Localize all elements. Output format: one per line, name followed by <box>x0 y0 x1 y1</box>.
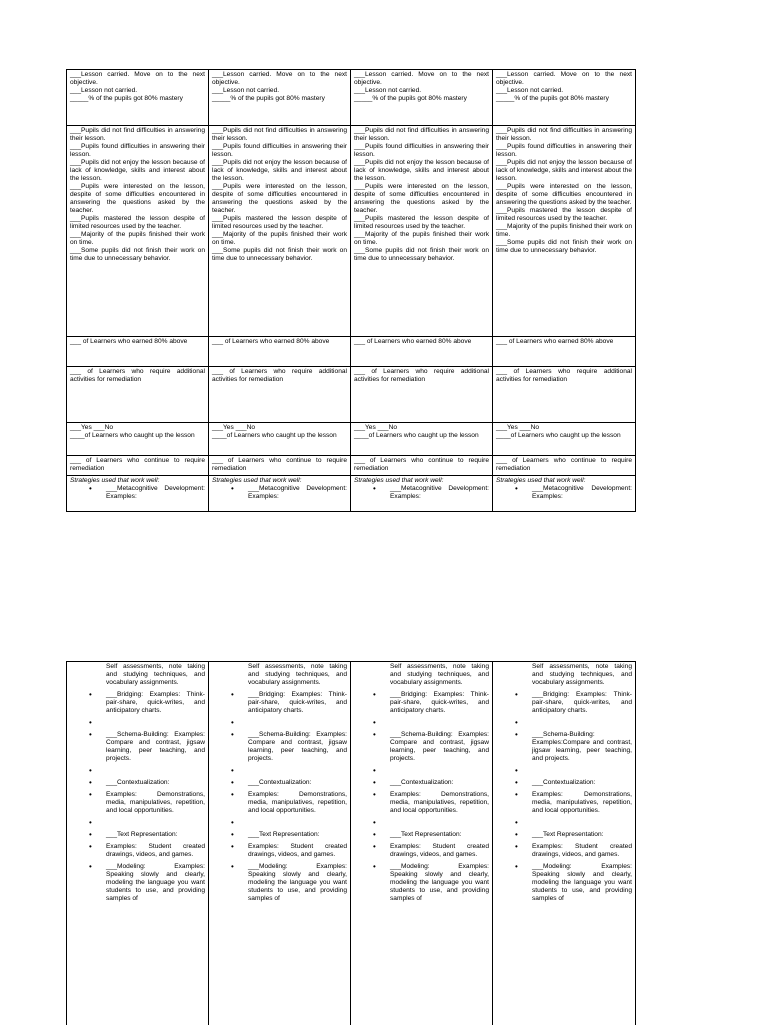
cell-earned: ___ of Learners who earned 80% above <box>493 337 636 367</box>
cell-continue: ___ of Learners who continue to require remediation <box>493 456 636 476</box>
observation: ___Pupils did not find difficulties in answering their lesson. <box>212 127 347 142</box>
metacognitive-examples: Self assessments, note taking and studying techniques, and vocabulary assignments. <box>106 663 205 686</box>
observation: ___Pupils were interested on the lesson, despite of some difficulties encountered in answering the questions asked by the teacher. <box>70 183 205 214</box>
cell-lesson-status <box>67 70 209 126</box>
yes-no: ___Yes ___No <box>70 424 114 431</box>
strategy-list <box>354 691 489 903</box>
observation: ___Pupils found difficulties in answering their lesson. <box>354 143 489 158</box>
cell-caught-up <box>67 423 209 456</box>
row-remediation <box>67 367 636 423</box>
lesson-not-carried: ___Lesson not carried. <box>354 87 422 94</box>
cell-strategies <box>351 476 493 512</box>
observation: ___Pupils were interested on the lesson, despite of some difficulties encountered in answering the questions asked by the teacher. <box>212 183 347 214</box>
cell-remediation: ___ of Learners who require additional activities for remediation <box>209 367 351 423</box>
observation: ___Pupils mastered the lesson despite of limited resources used by the teacher. <box>70 215 205 230</box>
strategy-item: • Examples: Demonstrations, media, manipulatives, repetition, and local opportunities. <box>106 791 205 815</box>
strategy-item: • Examples: Student created drawings, videos, and games. <box>248 843 347 859</box>
row-caught-up <box>67 423 636 456</box>
strategy-item-empty <box>390 719 489 727</box>
mastery-percent: _____% of the pupils got 80% mastery <box>70 95 183 102</box>
observation: ___Some pupils did not finish their work on time due to unnecessary behavior. <box>354 247 489 262</box>
observation: ___Some pupils did not finish their work on time due to unnecessary behavior. <box>212 247 347 262</box>
row-strategies-continued <box>67 662 636 1025</box>
strategy-item-empty <box>390 767 489 775</box>
observation: ___Pupils found difficulties in answering their lesson. <box>212 143 347 158</box>
cell-observations <box>209 126 351 337</box>
strategy-item-empty <box>106 819 205 827</box>
reflection-table-top <box>66 69 636 512</box>
strategy-item: • ___Schema-Building: Examples: Compare and contrast, jigsaw learning, peer teaching, and projects. <box>106 731 205 763</box>
strategy-item: • ___Text Representation: <box>248 831 347 839</box>
strategy-item-empty <box>106 767 205 775</box>
strategy-list <box>212 485 347 501</box>
strategy-item: • ___Modeling: Examples: Speaking slowly and clearly, modeling the language you want students to use, and providing samples of <box>106 863 205 903</box>
strategy-item-empty <box>248 719 347 727</box>
cell-remediation: ___ of Learners who require additional activities for remediation <box>493 367 636 423</box>
caught-up: ____of Learners who caught up the lesson <box>70 432 195 439</box>
row-earned <box>67 337 636 367</box>
strategy-item-empty <box>106 719 205 727</box>
strategy-list <box>354 485 489 501</box>
observation: ___Pupils mastered the lesson despite of limited resources used by the teacher. <box>212 215 347 230</box>
cell-lesson-status <box>351 70 493 126</box>
observation: ___Pupils did not enjoy the lesson because of lack of knowledge, skills and interest about the lesson. <box>496 159 632 182</box>
lesson-carried: ___Lesson carried. Move on to the next objective. <box>496 71 632 86</box>
strategy-item: • ___Metacognitive Development: Examples: <box>106 485 205 501</box>
strategy-list <box>496 691 632 903</box>
yes-no: ___Yes ___No <box>354 424 398 431</box>
strategy-item: • Examples: Student created drawings, videos, and games. <box>106 843 205 859</box>
mastery-percent: _____% of the pupils got 80% mastery <box>354 95 467 102</box>
cell-strategies <box>67 476 209 512</box>
mastery-percent: _____% of the pupils got 80% mastery <box>496 95 609 102</box>
cell-strategies <box>493 476 636 512</box>
row-strategies <box>67 476 636 512</box>
caught-up: ____of Learners who caught up the lesson <box>496 432 621 439</box>
observation: ___Pupils did not enjoy the lesson because of lack of knowledge, skills and interest about the lesson. <box>354 159 489 182</box>
strategy-item: • ___Contextualization: <box>248 779 347 787</box>
cell-earned: ___ of Learners who earned 80% above <box>351 337 493 367</box>
strategy-item-empty <box>532 819 632 827</box>
strategies-heading: Strategies used that work well: <box>354 477 444 484</box>
observation: ___Pupils found difficulties in answering their lesson. <box>70 143 205 158</box>
strategy-item: • ___Bridging: Examples: Think-pair-share, quick-writes, and anticipatory charts. <box>390 691 489 715</box>
observation: ___Majority of the pupils finished their work on time. <box>70 231 205 246</box>
strategy-item: • ___Contextualization: <box>106 779 205 787</box>
strategy-item: • ___Contextualization: <box>390 779 489 787</box>
strategy-item: • ___Schema-Building: Examples:Compare and contrast, jigsaw learning, peer teaching, and projects. <box>532 731 632 763</box>
cell-continue: ___ of Learners who continue to require remediation <box>209 456 351 476</box>
metacognitive-examples: Self assessments, note taking and studying techniques, and vocabulary assignments. <box>390 663 489 686</box>
cell-continue: ___ of Learners who continue to require remediation <box>351 456 493 476</box>
strategy-item: • Examples: Demonstrations, media, manipulatives, repetition, and local opportunities. <box>390 791 489 815</box>
cell-caught-up <box>493 423 636 456</box>
observation: ___Some pupils did not finish their work on time due to unnecessary behavior. <box>70 247 205 262</box>
observation: ___Pupils found difficulties in answering their lesson. <box>496 143 632 158</box>
strategy-list <box>70 485 205 501</box>
observation: ___Majority of the pupils finished their work on time. <box>496 223 632 238</box>
cell-observations <box>67 126 209 337</box>
strategies-heading: Strategies used that work well: <box>212 477 302 484</box>
cell-lesson-status <box>493 70 636 126</box>
cell-remediation: ___ of Learners who require additional activities for remediation <box>351 367 493 423</box>
observation: ___Pupils did not enjoy the lesson because of lack of knowledge, skills and interest about the lesson. <box>212 159 347 182</box>
observation: ___Pupils mastered the lesson despite of limited resources used by the teacher. <box>354 215 489 230</box>
row-continue <box>67 456 636 476</box>
strategies-heading: Strategies used that work well: <box>496 477 586 484</box>
lesson-carried: ___Lesson carried. Move on to the next objective. <box>354 71 489 86</box>
observation: ___Pupils did not enjoy the lesson because of lack of knowledge, skills and interest about the lesson. <box>70 159 205 182</box>
strategy-item: • Examples: Student created drawings, videos, and games. <box>532 843 632 859</box>
strategy-item-empty <box>248 767 347 775</box>
observation: ___Majority of the pupils finished their work on time. <box>212 231 347 246</box>
caught-up: ____of Learners who caught up the lesson <box>212 432 337 439</box>
observation: ___Pupils were interested on the lesson, despite of some difficulties encountered in answering the questions asked by the teacher. <box>496 183 632 206</box>
strategy-item: • ___Modeling: Examples: Speaking slowly and clearly, modeling the language you want students to use, and providing samples of <box>248 863 347 903</box>
cell-strategies-continued <box>351 662 493 1025</box>
observation: ___Majority of the pupils finished their work on time. <box>354 231 489 246</box>
lesson-not-carried: ___Lesson not carried. <box>70 87 138 94</box>
strategy-item: • ___Contextualization: <box>532 779 632 787</box>
lesson-not-carried: ___Lesson not carried. <box>212 87 280 94</box>
observation: ___Pupils did not find difficulties in answering their lesson. <box>496 127 632 142</box>
strategy-item: • Examples: Demonstrations, media, manipulatives, repetition, and local opportunities. <box>248 791 347 815</box>
strategies-heading: Strategies used that work well: <box>70 477 160 484</box>
observation: ___Pupils did not find difficulties in answering their lesson. <box>354 127 489 142</box>
cell-strategies-continued <box>493 662 636 1025</box>
strategy-list <box>496 485 632 501</box>
strategy-item-empty <box>532 767 632 775</box>
row-lesson-status <box>67 70 636 126</box>
mastery-percent: _____% of the pupils got 80% mastery <box>212 95 325 102</box>
strategy-item-empty <box>532 719 632 727</box>
lesson-not-carried: ___Lesson not carried. <box>496 87 564 94</box>
cell-observations <box>351 126 493 337</box>
strategy-item: • ___Metacognitive Development: Examples: <box>532 485 632 501</box>
yes-no: ___Yes ___No <box>212 424 256 431</box>
strategy-item: • ___Text Representation: <box>106 831 205 839</box>
cell-remediation: ___ of Learners who require additional activities for remediation <box>67 367 209 423</box>
cell-strategies <box>209 476 351 512</box>
metacognitive-examples: Self assessments, note taking and studying techniques, and vocabulary assignments. <box>532 663 632 686</box>
yes-no: ___Yes ___No <box>496 424 540 431</box>
strategy-item-empty <box>248 819 347 827</box>
cell-lesson-status <box>209 70 351 126</box>
strategy-item: • ___Bridging: Examples: Think-pair-share, quick-writes, and anticipatory charts. <box>106 691 205 715</box>
cell-strategies-continued <box>209 662 351 1025</box>
cell-caught-up <box>351 423 493 456</box>
strategy-item: • ___Schema-Building: Examples: Compare and contrast, jigsaw learning, peer teaching, and projects. <box>248 731 347 763</box>
strategy-item: • ___Bridging: Examples: Think-pair-share, quick-writes, and anticipatory charts. <box>248 691 347 715</box>
cell-earned: ___ of Learners who earned 80% above <box>209 337 351 367</box>
cell-earned: ___ of Learners who earned 80% above <box>67 337 209 367</box>
strategy-item: • ___Text Representation: <box>390 831 489 839</box>
lesson-carried: ___Lesson carried. Move on to the next objective. <box>212 71 347 86</box>
reflection-table-continued <box>66 661 636 1025</box>
strategy-item: • ___Modeling: Examples: Speaking slowly and clearly, modeling the language you want students to use, and providing samples of <box>532 863 632 903</box>
cell-caught-up <box>209 423 351 456</box>
row-observations <box>67 126 636 337</box>
cell-continue: ___ of Learners who continue to require remediation <box>67 456 209 476</box>
strategy-item: • ___Metacognitive Development: Examples: <box>390 485 489 501</box>
strategy-list <box>212 691 347 903</box>
strategy-item-empty <box>390 819 489 827</box>
strategy-item: • Examples: Student created drawings, videos, and games. <box>390 843 489 859</box>
observation: ___Pupils did not find difficulties in answering their lesson. <box>70 127 205 142</box>
strategy-item: • ___Schema-Building: Examples: Compare and contrast, jigsaw learning, peer teaching, and projects. <box>390 731 489 763</box>
strategy-item: • Examples: Demonstrations, media, manipulatives, repetition, and local opportunities. <box>532 791 632 815</box>
cell-strategies-continued <box>67 662 209 1025</box>
strategy-item: • ___Bridging: Examples: Think-pair-share, quick-writes, and anticipatory charts. <box>532 691 632 715</box>
strategy-item: • ___Text Representation: <box>532 831 632 839</box>
strategy-item: • ___Metacognitive Development: Examples: <box>248 485 347 501</box>
observation: ___Some pupils did not finish their work on time due to unnecessary behavior. <box>496 239 632 254</box>
lesson-carried: ___Lesson carried. Move on to the next objective. <box>70 71 205 86</box>
observation: ___Pupils were interested on the lesson, despite of some difficulties encountered in answering the questions asked by the teacher. <box>354 183 489 214</box>
caught-up: ____of Learners who caught up the lesson <box>354 432 479 439</box>
cell-observations <box>493 126 636 337</box>
observation: ___Pupils mastered the lesson despite of limited resources used by the teacher. <box>496 207 632 222</box>
strategy-list <box>70 691 205 903</box>
strategy-item: • ___Modeling: Examples: Speaking slowly and clearly, modeling the language you want students to use, and providing samples of <box>390 863 489 903</box>
metacognitive-examples: Self assessments, note taking and studying techniques, and vocabulary assignments. <box>248 663 347 686</box>
